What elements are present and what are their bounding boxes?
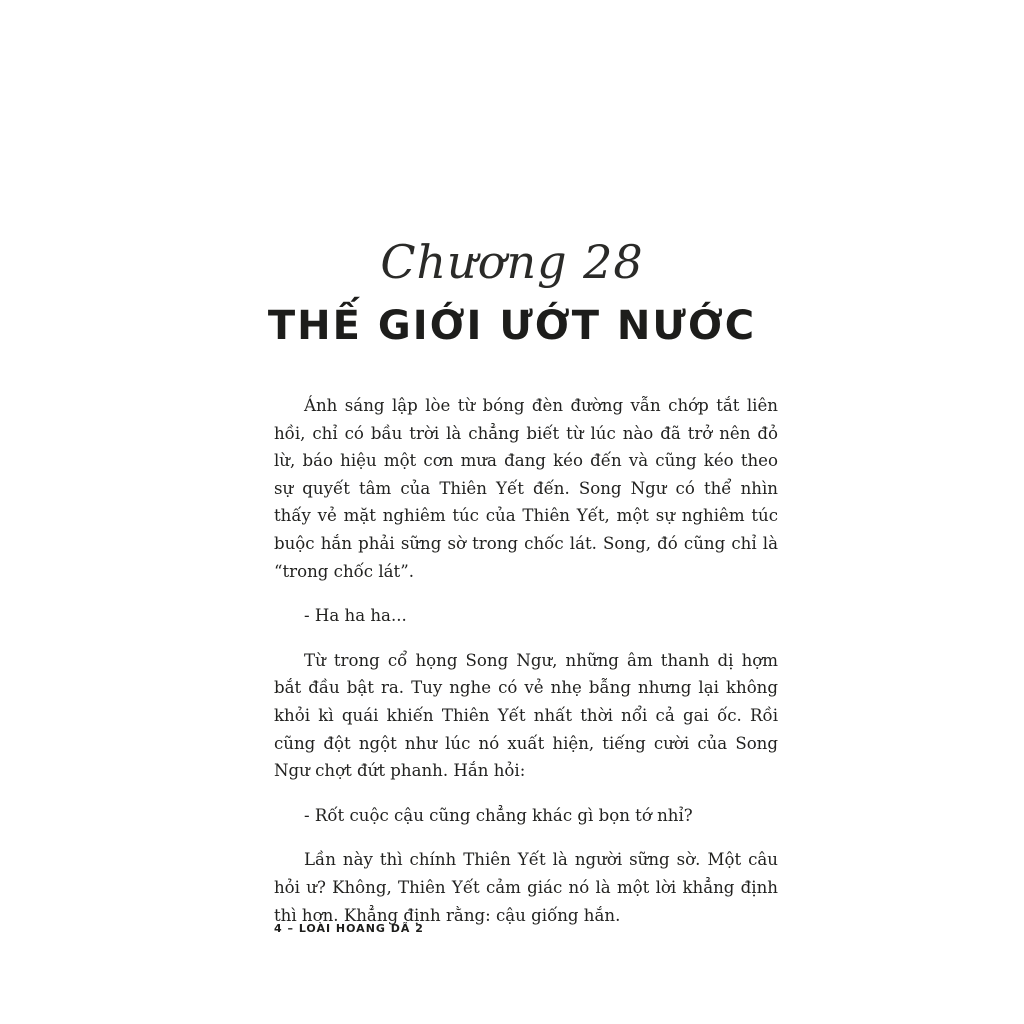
paragraph: Ánh sáng lập lòe từ bóng đèn đường vẫn chớp tắt liên hồi, chỉ có bầu trời là chẳng biết từ lúc nào đã trở nên đỏ lừ, báo hiệu một cơn mưa đang kéo đến và cũng kéo theo sự quyết tâm của Thiên Yết đến. Song Ngư có thể nhìn thấy vẻ mặt nghiêm túc của Thiên Yết, một sự nghiêm túc buộc hắn phải sững sờ trong chốc lát. Song, đó cũng chỉ là “trong chốc lát”.: [274, 396, 778, 581]
paragraph: Từ trong cổ họng Song Ngư, những âm thanh dị hợm bắt đầu bật ra. Tuy nghe có vẻ nhẹ bẫng nhưng lại không khỏi kì quái khiến Thiên Yết nhất thời nổi cả gai ốc. Rồi cũng đột ngột như lúc nó xuất hiện, tiếng cười của Song Ngư chợt đứt phanh. Hắn hỏi:: [274, 650, 778, 781]
dialogue-line: - Ha ha ha...: [304, 606, 407, 626]
dialogue-line: - Rốt cuộc cậu cũng chẳng khác gì bọn tớ nhỉ?: [304, 805, 693, 825]
paragraph: Lần này thì chính Thiên Yết là người sững sờ. Một câu hỏi ư? Không, Thiên Yết cảm giác nó là một lời khẳng định thì hơn. Khẳng định rằng: cậu giống hắn.: [274, 850, 778, 925]
chapter-body: [274, 392, 778, 946]
chapter-title: THẾ GIỚI ƯỚT NƯỚC: [267, 303, 757, 349]
chapter-number: Chương 28: [380, 235, 644, 289]
page-footer: 4 – LOÀI HOANG DÃ 2: [274, 922, 424, 935]
